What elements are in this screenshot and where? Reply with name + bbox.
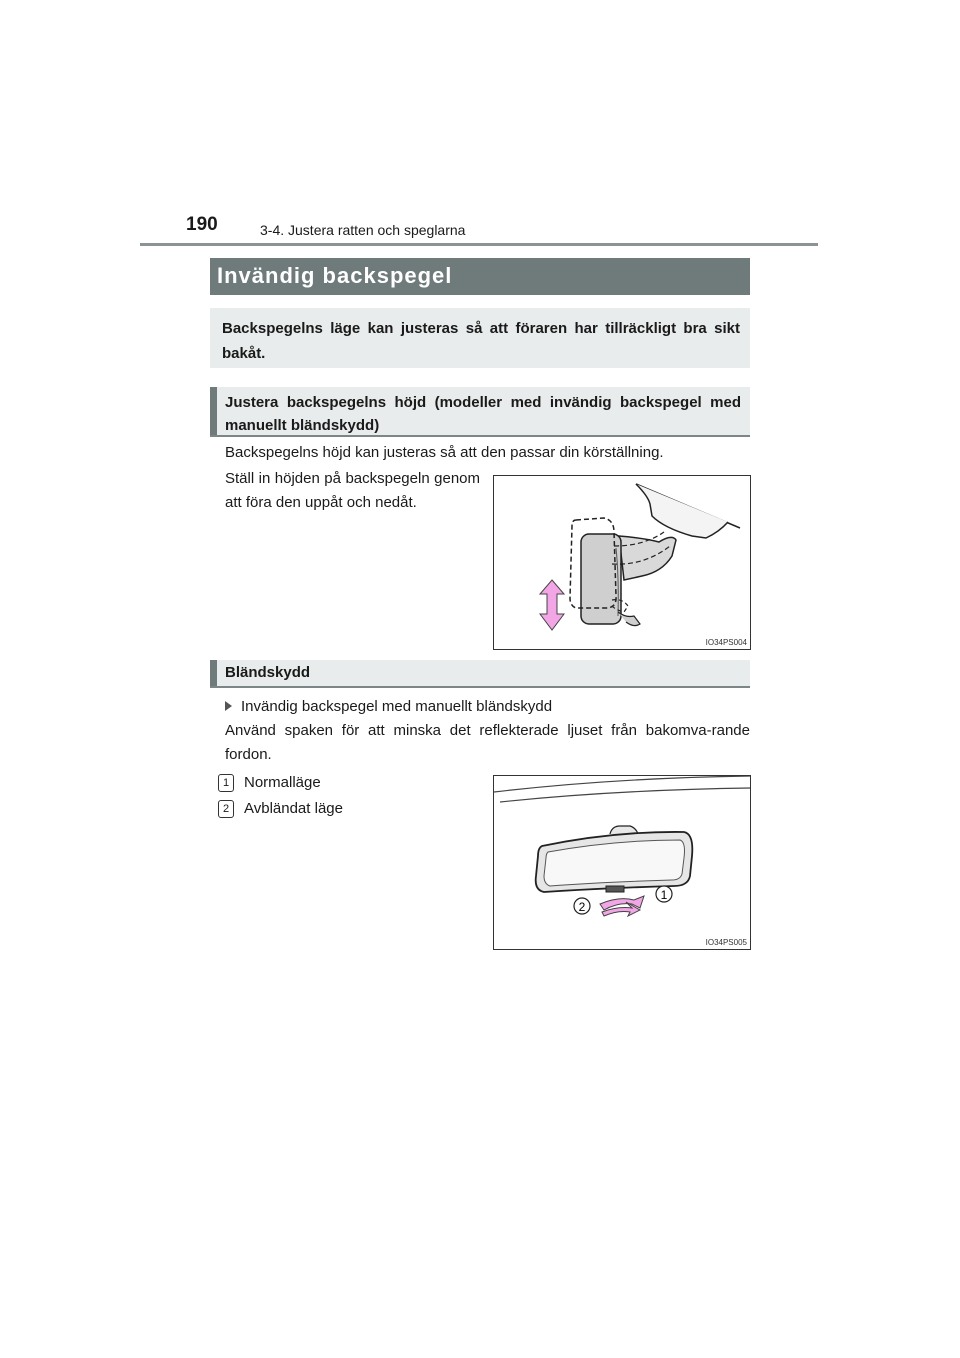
number-badge: 1 <box>218 774 234 792</box>
bullet-item <box>225 695 552 719</box>
mirror-height-figure <box>493 475 751 650</box>
section-heading-height <box>210 387 750 437</box>
page-title-bar <box>210 258 750 295</box>
section-heading-text: Justera backspegelns höjd (modeller med invändig backspegel med manuellt bländskydd) <box>225 394 741 434</box>
list-item <box>218 771 321 795</box>
chapter-title: 3-4. Justera ratten och speglarna <box>260 222 466 238</box>
number-badge: 2 <box>218 800 234 818</box>
header-divider <box>140 243 818 246</box>
height-paragraph: Backspegelns höjd kan justeras så att den passar din körställning. <box>225 444 664 461</box>
intro-text: Backspegelns läge kan justeras så att föraren har tillräckligt bra sikt bakåt. <box>222 320 740 362</box>
section-heading-text: Bländskydd <box>225 664 311 681</box>
item-label: Avbländat läge <box>244 800 343 817</box>
list-item <box>218 797 343 821</box>
triangle-bullet-icon <box>225 701 232 711</box>
glare-lever-figure <box>493 775 751 950</box>
figure-code: IO34PS004 <box>705 638 747 647</box>
page-title: Invändig backspegel <box>217 263 453 288</box>
section-accent-bar <box>210 387 217 435</box>
glare-paragraph: Använd spaken för att minska det reflekterade ljuset från bakomva-rande fordon. <box>225 722 750 763</box>
item-label: Normalläge <box>244 774 321 791</box>
intro-box <box>210 308 750 368</box>
callout-2: 2 <box>578 900 586 914</box>
figure-code: IO34PS005 <box>705 938 747 947</box>
section-heading-glare <box>210 660 750 688</box>
height-instruction: Ställ in höjden på backspegeln genom att föra den uppåt och nedåt. <box>225 470 480 511</box>
callout-1: 1 <box>660 888 668 902</box>
bullet-text: Invändig backspegel med manuellt bländskydd <box>241 698 553 715</box>
mirror-height-illustration <box>494 476 750 649</box>
page-number: 190 <box>186 214 218 235</box>
section-accent-bar <box>210 660 217 686</box>
glare-lever-illustration <box>494 776 750 949</box>
